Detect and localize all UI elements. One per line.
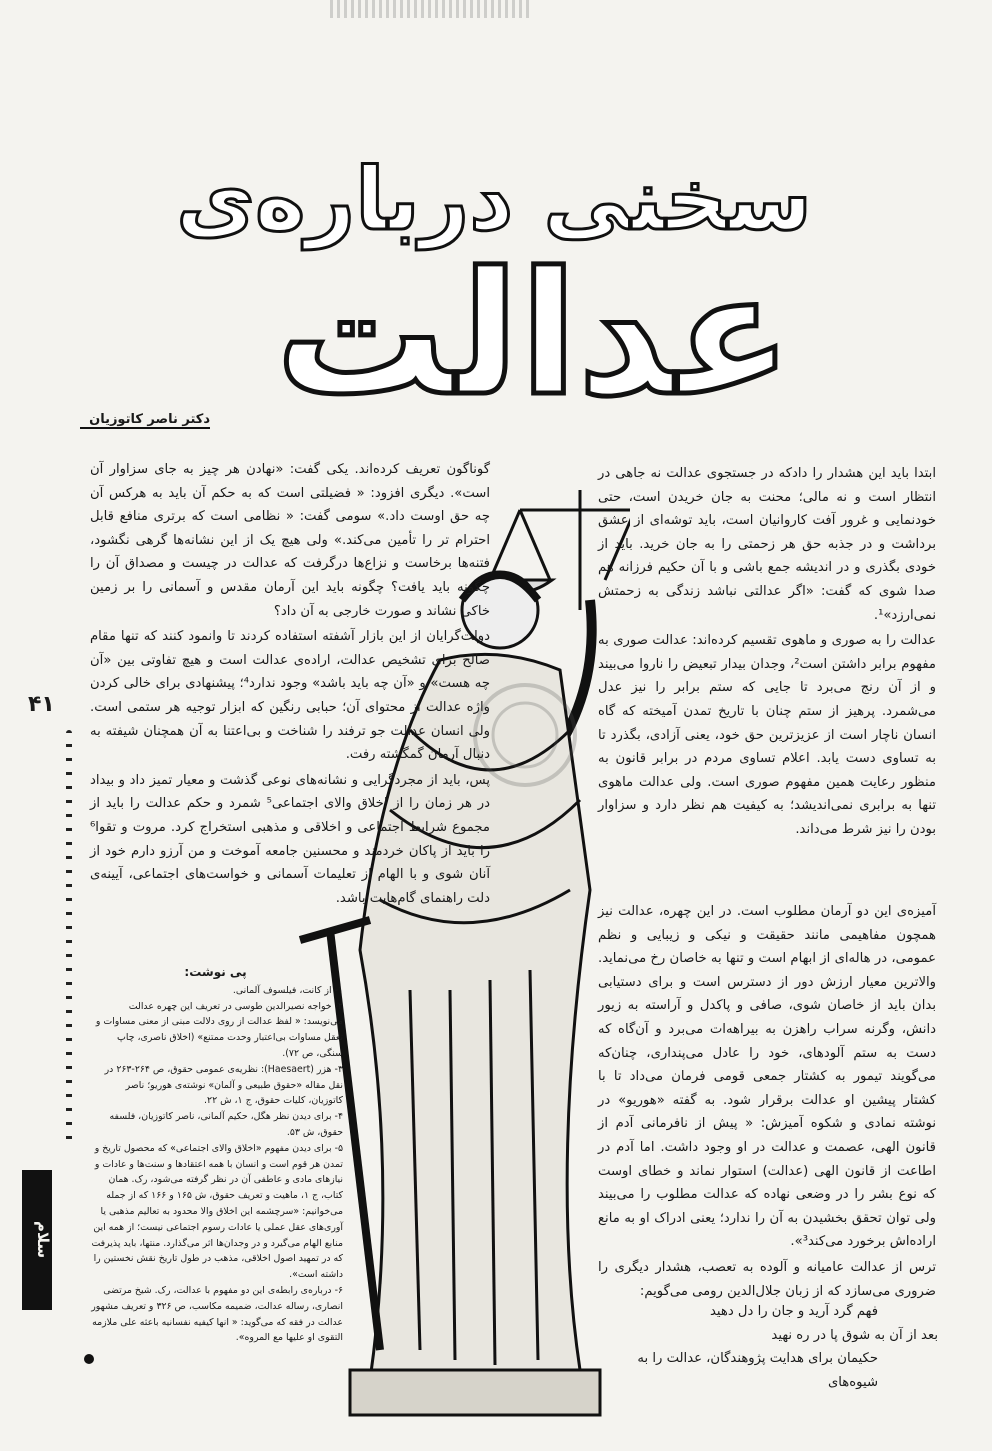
poem-line: بعد از آن به شوق پا در ره نهید (771, 1327, 938, 1343)
article-right-column (598, 462, 936, 844)
author-byline: دکتر ناصر کاتوزیان (80, 412, 210, 429)
footnote: ۶- درباره‌ی رابطه‌ی این دو مفهوم با عدالت، رک. شیخ مرتضی انصاری، رساله عدالت، ضمیمه مکاسب، ص ۳۲۶ و تعریف مشهور عدالت در فقه که می‌گوید: « انها کیفیه نفسانیه باعثه علی ملازمه التقوی او علیها مع المروه». (91, 1284, 343, 1344)
poem-line: حکیمان برای هدایت پژوهندگان، عدالت را به شیوه‌های (637, 1351, 878, 1390)
paragraph: آمیزه‌ی این دو آرمان مطلوب است. در این چهره، عدالت نیز همچون مفاهیمی مانند حقیقت و نیکی و زیبایی و نظم عمومی، در هاله‌ای از ابهام است و تنها به خاصان رخ می‌نماید. والاترین معیار ارزش دور از دسترس است و برای دستیابی بدان باید از خاصان شوی، صافی و پاکدل و آراسته به زیور دانش، وگرنه سراب راهزن به بیراهه‌ات می‌برد و آن‌گاه که دست به ستم آلودهای، خود را عادل می‌پنداری، چنان‌که می‌گویند تیمور به کشتار جمعی قومی فرمان می‌داد تا با کشتار پیشین او عدالت برقرار شود. به گفته «هوریو» در نوشته نمادی و شکوه آمیزش: « پیش از نافرمانی آدم از قانون الهی، عصمت و عدالت در او وجود داشت. اما آدم در اطاعت از قانون الهی (عدالت) استوار نماند و خطای اوست که نوع بشر را در وضعی نهاده که عدالت مطلوب را می‌بیند ولی توان تحقق بخشیدن به آن را ندارد؛ یعنی ادراک او به مانع اراده‌اش برخورد می‌کند³». (598, 904, 936, 1250)
paragraph: پس، باید از مجردگرایی و نشانه‌های نوعی گذشت و معیار تمیز داد و بیداد در هر زمان را از اخلاق والای اجتماعی⁵ شمرد و حکم عدالت را باید از مجموع شرایط اجتماعی و اخلاقی و مذهبی استخراج کرد. مروت و تقوا⁶ را باید از پاکان خردمند و محسنین جامعه آموخت و من آرزو دارم خود از آنان شوی و با الهام از تعلیمات آسمانی و خواست‌های اجتماعی، آیینه‌ی دلت راهنمای گام‌هایت باشد. (90, 772, 491, 906)
poem-line: فهم گرد آرید و جان را دل دهید (710, 1304, 878, 1319)
footnotes-heading: پی نوشت: (184, 965, 247, 979)
paragraph: گوناگون تعریف کرده‌اند. یکی گفت: «نهادن هر چیز به جای سزاوار آن است». دیگری افزود: « فضیلتی است که به حکم آن باید به هرکس آن چه حق اوست داد.» سومی گفت: « نظامی است که برتری منافع قابل احترام تر را تأمین می‌کند.» ولی هیچ یک از این نشانه‌ها گرهی نگشود، فتنه‌ها برخاست و نزاع‌ها درگرفت که عدالت در چیست و مصداق آن را چگونه باید یافت؟ چگونه باید این آرمان مقدس و آسمانی را بر زمین خاکی نشاند و صورت خارجی به آن داد؟ (90, 462, 490, 619)
title-top: سخنی درباره‌ی (176, 150, 812, 250)
footnote: ۴- برای دیدن نظر هگل، حکیم آلمانی، ناصر کاتوزیان، فلسفه حقوق، ش ۵۳. (109, 1111, 343, 1138)
title-main: عدالت (275, 236, 792, 434)
page-number: ۴۱ (28, 692, 55, 717)
section-side-tab (22, 1170, 52, 1310)
footnote: ۵- برای دیدن مفهوم «اخلاق والای اجتماعی» که محصول تاریخ و تمدن هر قوم است و انسان با همه اعتقادها و سنت‌ها و عادات و نیازهای مادی و عاطفی آن در نظر گرفته می‌شود، رک. همان کتاب، ج ۱، ماهیت و تعریف حقوق، ش ۱۶۵ و ۱۶۶ که از جمله می‌خوانیم: «سرچشمه این اخلاق والا محدود به تعالیم مذهبی یا آوری‌های عقل عملی یا عادات رسوم اجتماعی نیست؛ از همه این منابع الهام می‌گیرد و در وجدان‌ها اثر می‌گذارد. منتها، باید پذیرفت که در تمهید اصول اخلاقی، مذهب در طول تاریخ نقش نخستین را داشته است». (91, 1142, 343, 1281)
footnotes (88, 965, 343, 1346)
scan-artifact (330, 0, 530, 18)
paragraph: ترس از عدالت عامیانه و آلوده به تعصب، هشدار دیگری را ضروری می‌سازد که از زبان جلال‌الدین رومی می‌گویم: (598, 1259, 936, 1299)
footnote: ۱- از کانت، فیلسوف آلمانی. (232, 984, 343, 996)
paragraph: ابتدا باید این هشدار را دادکه در جستجوی عدالت نه جاهی در انتظار است و نه مالی؛ محنت به جان خریدن است، حتی خودنمایی و غرور آفت کاروانیان است، باید توشه‌ای از عشق برداشت و در جذبه حق هر زحمتی را به جان خرید. باید از خودی بگذری و در اندیشه جمع باشی و با آن حکیم فرزانه هم صدا شوی که گفت: «اگر عدالتی نباشد زندگی به زحمتش نمی‌ارزد»¹. (598, 466, 936, 623)
footnote: ۳- هزر (Haesaert): نظریه‌ی عمومی حقوق، ص ۲۶۴-۲۶۳ در نقل مقاله «حقوق طبیعی و آلمان» نوشته‌ی هوریو؛ ناصر کاتوزیان، کلیات حقوق، ج ۱، ش ۲۲. (104, 1063, 343, 1107)
dotted-margin-rule (66, 730, 72, 1150)
paragraph: عدالت را به صوری و ماهوی تقسیم کرده‌اند: عدالت صوری به مفهوم برابر داشتن است²، وجدان بیدار تبعیض را ناروا می‌بیند و از آن رنج می‌برد تا جایی که ستم برابر را نیز عدل می‌شمرد. پرهیز از ستم چنان با تاریخ تمدن آمیخته که گاه انسان ناچار است از عزیزترین حق خود، یعنی آزادی، بگذرد تا به تساوی دست یابد. اعلام تساوی مردم در برابر قانون به منظور رعایت همین مفهوم صوری است. ولی عدالت ماهوی تنها به برابری نمی‌اندیشد؛ به کیفیت هم نظر دارد و سزاوار بودن را نیز شرط می‌داند. (598, 633, 936, 837)
footnote: ۲- خواجه نصیرالدین طوسی در تعریف این چهره عدالت می‌نویسد: « لفظ عدالت از روی دلالت مبنی از معنی مساوات و تعقل مساوات بی‌اعتبار وحدت ممتنع» (اخلاق ناصری، چاپ سنگی، ص ۷۲). (95, 1000, 343, 1059)
article-right-column-lower (598, 900, 936, 1305)
article-left-column (90, 458, 490, 912)
paragraph: دولت‌گرایان از این بازار آشفته استفاده کردند تا وانمود کنند که تنها مقام صالح برای تشخیص عدالت، اراده‌ی عدالت است و هیچ تفاوتی بین «آن چه هست» و «آن چه باید باشد» وجود ندارد⁴؛ پیشنهادی برای خالی کردن واژه عدالت از محتوای آن؛ حبابی رنگین که ابزار توجیه هر ستمی است. ولی انسان عدالت جو ترفند را شناخت و بی‌اعتنا به آن همچنان شیفته به دنبال آرمان گمگشته رفت. (90, 629, 491, 763)
poem-block (598, 1300, 938, 1394)
bullet-dot (84, 1354, 94, 1364)
side-tab-label: سلام (34, 1221, 52, 1259)
